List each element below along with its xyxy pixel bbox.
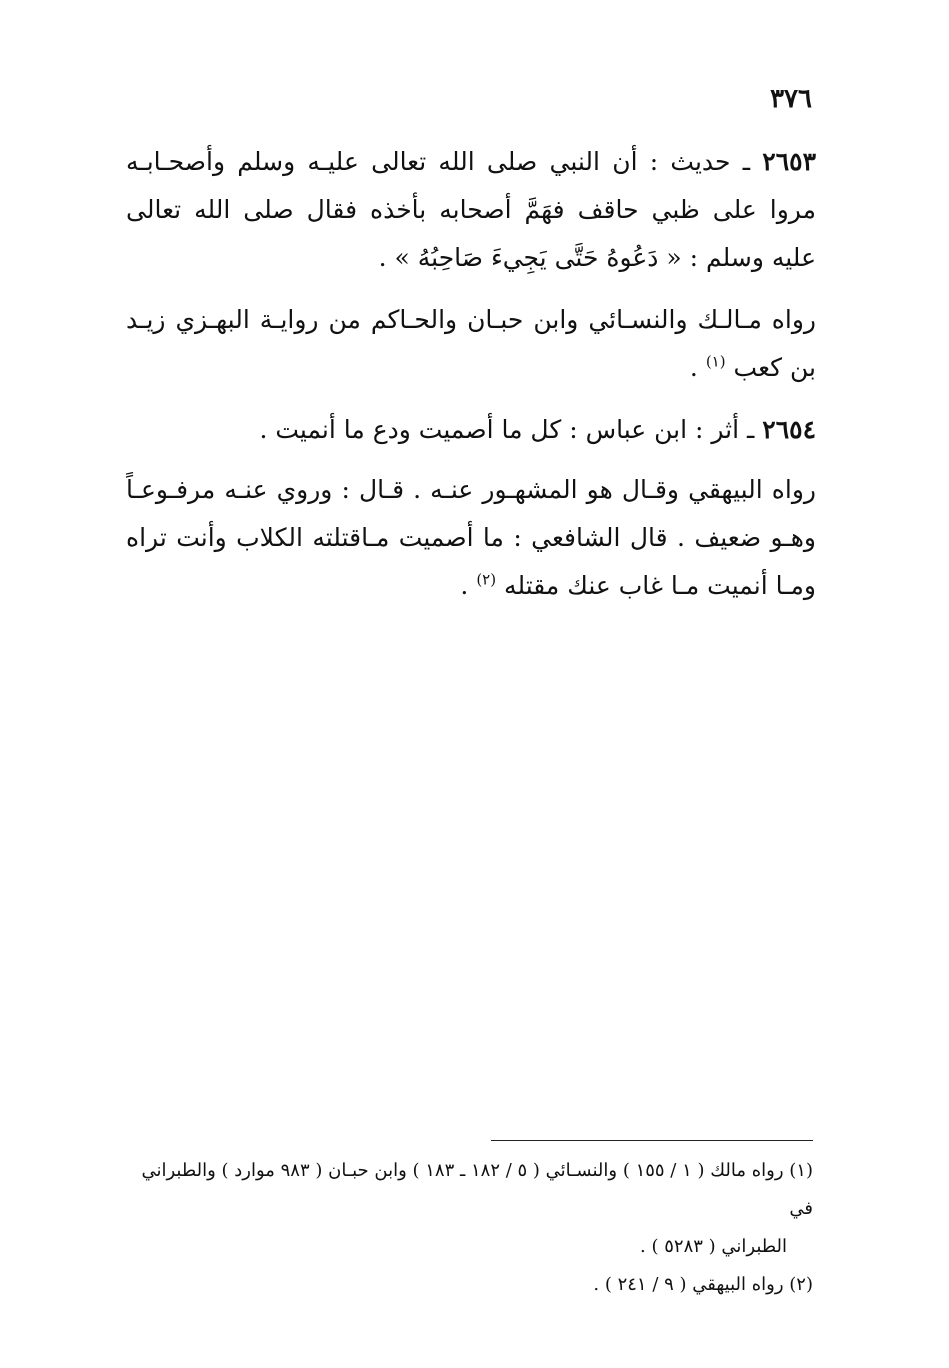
main-text — [126, 138, 816, 624]
narration-text: رواه البيهقي وقـال هو المشهـور عنـه . قـال : وروي عنـه مرفـوعـاً وهـو ضعيف . قال الشافعي : ما أصميت مـاقتلته الكلاب وأنت تراه ومـا أنميت مـا غاب عنك مقتله — [126, 475, 816, 600]
separator: ـ — [730, 147, 763, 176]
hadith-entry-2653 — [126, 138, 816, 282]
sentence-end: . — [689, 353, 706, 382]
hadith-text: حديث : أن النبي صلى الله تعالى عليـه وسلم وأصحـابـه مروا على ظبي حاقف فهَمَّ أصحابه بأخذه فقال صلى الله تعالى عليه وسلم : « دَعُوهُ حَتَّى يَجِيءَ صَاحِبُهُ » . — [126, 147, 816, 272]
athar-text: أثر : ابن عباس : كل ما أصميت ودع ما أنميت . — [259, 415, 740, 444]
narration-note — [126, 296, 816, 392]
footnotes — [123, 1152, 813, 1304]
footnote-ref-2[interactable]: (٢) — [476, 570, 497, 589]
footnote-divider — [491, 1140, 813, 1141]
footnote-2-line-1: (٢) رواه البيهقي ( ٩ / ٢٤١ ) . — [593, 1274, 813, 1295]
narration-note — [126, 466, 816, 610]
athar-number: ٢٦٥٤ — [762, 415, 816, 444]
separator: ـ — [739, 415, 763, 444]
footnote-1 — [123, 1152, 813, 1266]
footnote-2 — [123, 1266, 813, 1304]
sentence-end: . — [460, 571, 477, 600]
footnote-1-line-2: الطبراني ( ٥٢٨٣ ) . — [640, 1236, 787, 1257]
footnote-ref-1[interactable]: (١) — [705, 352, 726, 371]
page-number: ٣٧٦ — [770, 84, 812, 114]
hadith-number: ٢٦٥٣ — [762, 147, 817, 176]
narration-text: رواه مـالـك والنسـائي وابن حبـان والحـاكم من روايـة البهـزي زيـد بن كعب — [126, 305, 816, 382]
footnote-1-line-1: (١) رواه مالك ( ١ / ١٥٥ ) والنسـائي ( ٥ / ١٨٢ ـ ١٨٣ ) وابن حبـان ( ٩٨٣ موارد ) والطبراني في — [141, 1160, 813, 1219]
athar-entry-2654 — [126, 406, 816, 454]
